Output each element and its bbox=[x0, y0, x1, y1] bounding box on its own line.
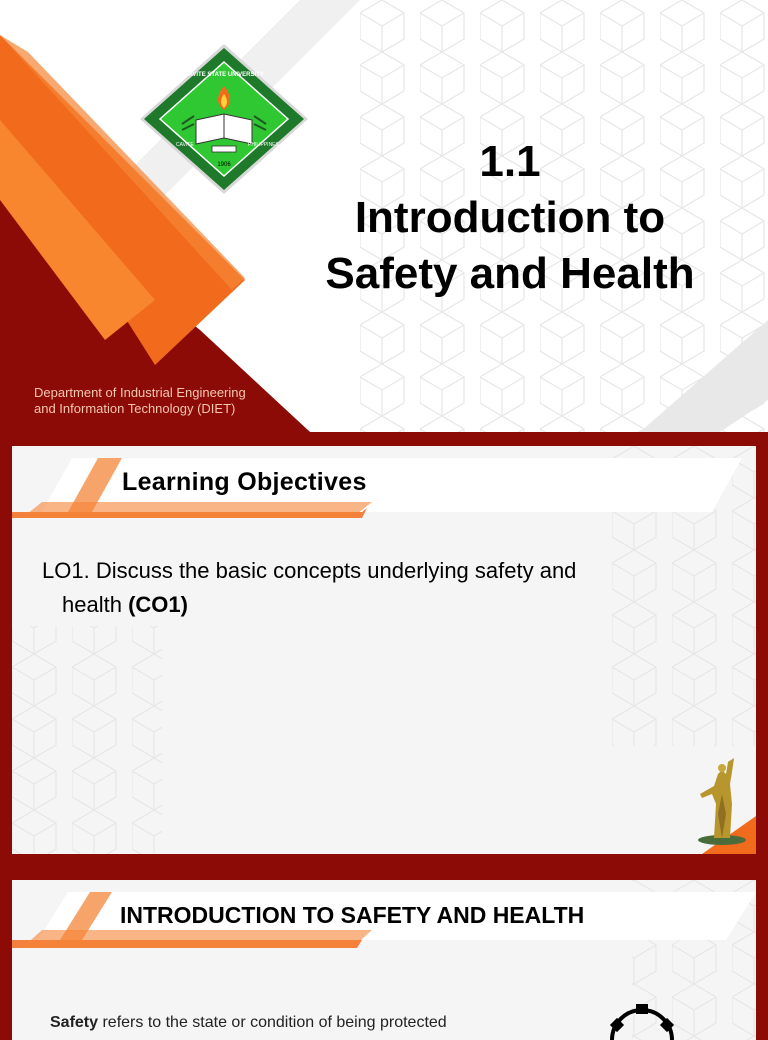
department-line-1: Department of Industrial Engineering bbox=[34, 385, 246, 400]
slide-title bbox=[262, 134, 758, 302]
learning-objective-1 bbox=[42, 554, 702, 622]
department-label bbox=[34, 385, 294, 417]
seal-year: 1906 bbox=[217, 162, 231, 168]
objective-text: . Discuss the basic concepts underlying safety and bbox=[83, 558, 577, 583]
department-line-2: and Information Technology (DIET) bbox=[34, 401, 236, 416]
statue-icon bbox=[682, 754, 752, 846]
objective-code: LO1 bbox=[42, 558, 84, 583]
title-number: 1.1 bbox=[479, 137, 541, 186]
objectives-heading: Learning Objectives bbox=[122, 468, 367, 496]
learning-objectives-slide bbox=[12, 446, 756, 854]
intro-body-text bbox=[50, 1014, 530, 1032]
introduction-slide bbox=[12, 880, 756, 1040]
objective-course-code: (CO1) bbox=[128, 592, 188, 617]
gear-icon bbox=[602, 1000, 682, 1040]
title-line-2: Safety and Health bbox=[325, 249, 695, 298]
title-line-1: Introduction to bbox=[354, 193, 666, 242]
seal-ring-text: CAVITE STATE UNIVERSITY bbox=[184, 72, 264, 78]
title-slide bbox=[0, 0, 768, 432]
seal-philippines-text: PHILIPPINES bbox=[248, 142, 279, 148]
introduction-heading: INTRODUCTION TO SAFETY AND HEALTH bbox=[120, 902, 585, 928]
seal-cavite-text: CAVITE bbox=[176, 142, 194, 148]
intro-term-safety: Safety bbox=[50, 1014, 99, 1031]
intro-body-rest: refers to the state or condition of being protected bbox=[98, 1014, 447, 1031]
objective-text-2: health bbox=[62, 592, 129, 617]
